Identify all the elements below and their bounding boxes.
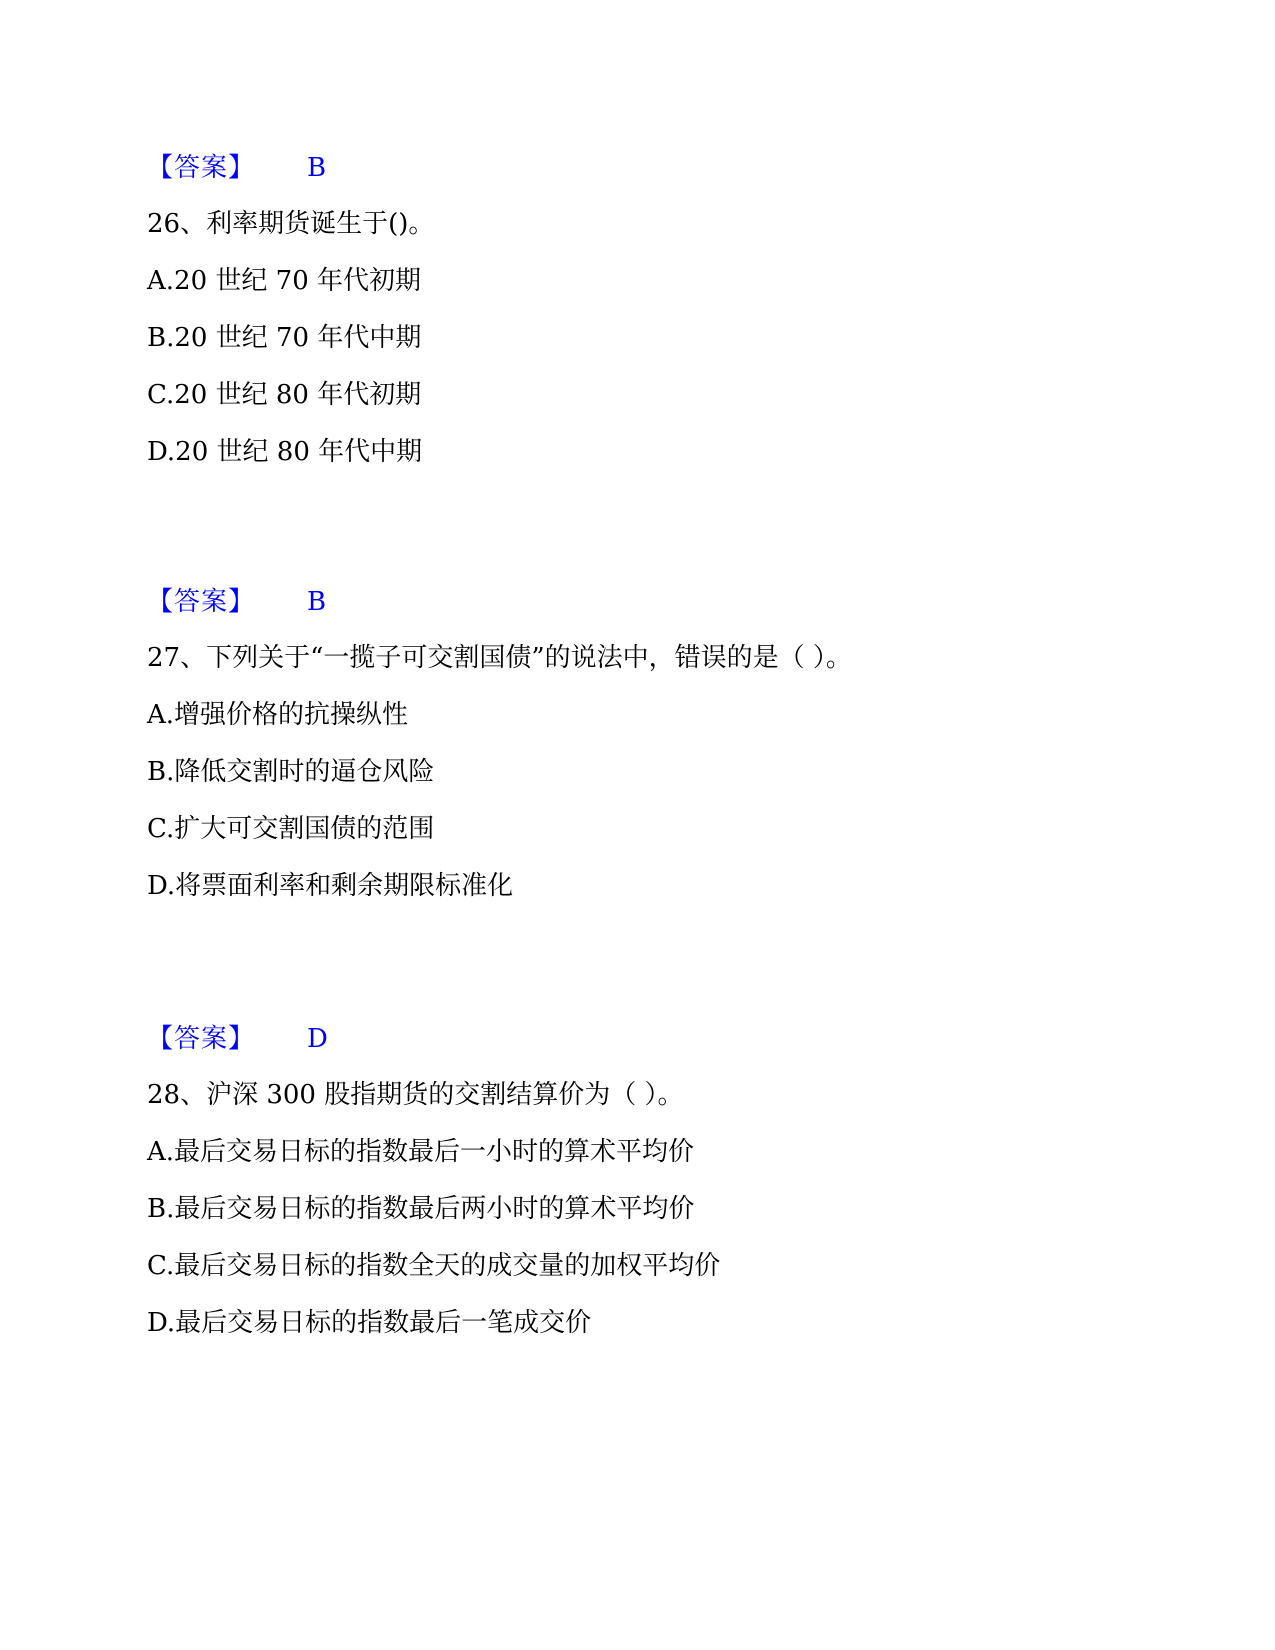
question-block — [147, 148, 1197, 474]
option-a: A.最后交易日标的指数最后一小时的算术平均价 — [147, 1137, 695, 1167]
option-a: A.增强价格的抗操纵性 — [147, 700, 409, 730]
answer-line — [147, 1019, 1197, 1059]
question-text: 26、利率期货诞生于()。 — [147, 209, 435, 239]
option-b: B.20 世纪 70 年代中期 — [147, 323, 422, 353]
question-block — [147, 582, 1197, 908]
answer-line — [147, 148, 1197, 188]
option-b: B.最后交易日标的指数最后两小时的算术平均价 — [147, 1194, 695, 1224]
option-d: D.20 世纪 80 年代中期 — [147, 437, 423, 467]
question-text: 27、下列关于“一揽子可交割国债”的说法中，错误的是（ ）。 — [147, 643, 852, 673]
option-c: C.扩大可交割国债的范围 — [147, 814, 435, 844]
answer-line — [147, 582, 1197, 622]
option-c: C.20 世纪 80 年代初期 — [147, 380, 422, 410]
option-d: D.最后交易日标的指数最后一笔成交价 — [147, 1308, 592, 1338]
question-text: 28、沪深 300 股指期货的交割结算价为（ ）。 — [147, 1080, 684, 1110]
option-b: B.降低交割时的逼仓风险 — [147, 757, 435, 787]
answer-label: 【答案】 — [147, 1024, 256, 1054]
answer-value: D — [307, 1024, 328, 1054]
answer-label: 【答案】 — [147, 587, 256, 617]
option-a: A.20 世纪 70 年代初期 — [147, 266, 422, 296]
answer-label: 【答案】 — [147, 153, 256, 183]
answer-value: B — [307, 587, 327, 617]
answer-value: B — [307, 153, 327, 183]
question-block — [147, 1019, 1197, 1345]
option-d: D.将票面利率和剩余期限标准化 — [147, 871, 514, 901]
option-c: C.最后交易日标的指数全天的成交量的加权平均价 — [147, 1251, 721, 1281]
